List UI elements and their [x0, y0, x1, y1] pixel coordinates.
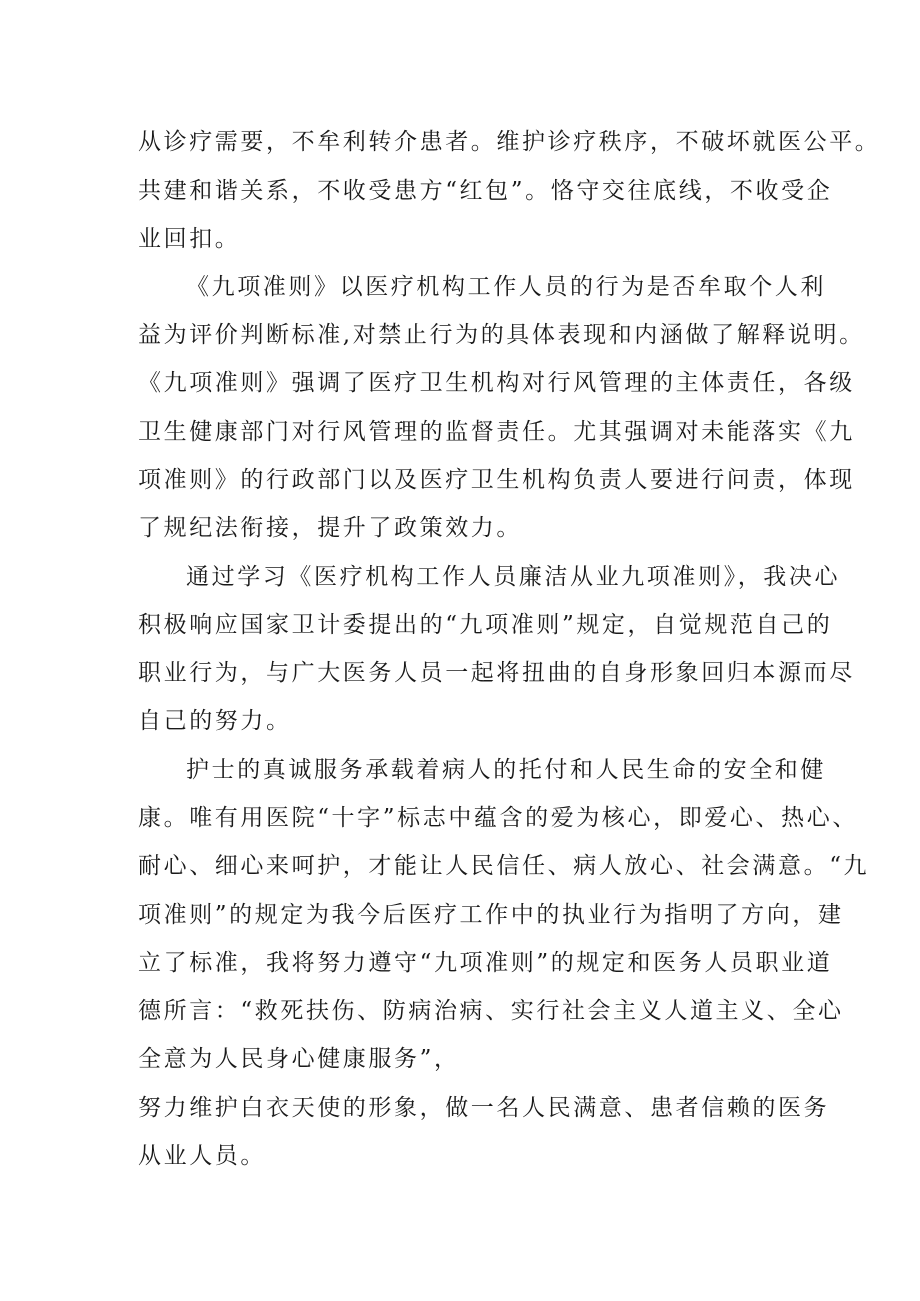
- text-line: 全意为人民身心健康服务”，: [138, 1046, 460, 1072]
- text-line: 康。唯有用医院“十字”标志中蕴含的爱为核心，即爱心、热心、: [138, 805, 858, 831]
- text-line: 立了标准，我将努力遵守“九项准则”的规定和医务人员职业道: [138, 950, 833, 976]
- paragraph-first-line: 护士的真诚服务承载着病人的托付和人民生命的安全和健: [186, 757, 826, 783]
- text-line: 共建和谐关系，不收受患方“红包”。恪守交往底线，不收受企: [138, 178, 833, 204]
- text-line: 从业人员。: [138, 1143, 266, 1169]
- text-line: 业回扣。: [138, 226, 241, 252]
- paragraph-first-line: 通过学习《医疗机构工作人员廉洁从业九项准则》，我决心: [186, 564, 841, 590]
- text-line: 《九项准则》强调了医疗卫生机构对行风管理的主体责任，各级: [138, 370, 855, 396]
- text-line: 德所言：“救死扶伤、防病治病、实行社会主义人道主义、全心: [138, 998, 844, 1024]
- text-line: 项准则》的行政部门以及医疗卫生机构负责人要进行问责，体现: [138, 467, 855, 493]
- text-line: 努力维护白衣天使的形象，做一名人民满意、患者信赖的医务: [138, 1095, 830, 1121]
- text-line: 卫生健康部门对行风管理的监督责任。尤其强调对未能落实《九: [138, 419, 855, 445]
- text-line: 项准则”的规定为我今后医疗工作中的执业行为指明了方向，建: [138, 902, 844, 928]
- text-line: 益为评价判断标准,对禁止行为的具体表现和内涵做了解释说明。: [138, 322, 865, 348]
- text-line: 耐心、细心来呵护，才能让人民信任、病人放心、社会满意。“九: [138, 853, 870, 879]
- text-line: 了规纪法衔接，提升了政策效力。: [138, 515, 522, 541]
- text-line: 积极响应国家卫计委提出的“九项准则”规定，自觉规范自己的: [138, 612, 833, 638]
- text-line: 从诊疗需要，不牟利转介患者。维护诊疗秩序，不破坏就医公平。: [138, 129, 881, 155]
- text-line: 自己的努力。: [138, 708, 292, 734]
- paragraph-first-line: 《九项准则》以医疗机构工作人员的行为是否牟取个人利: [186, 274, 826, 300]
- text-line: 职业行为，与广大医务人员一起将扭曲的自身形象回归本源而尽: [138, 660, 855, 686]
